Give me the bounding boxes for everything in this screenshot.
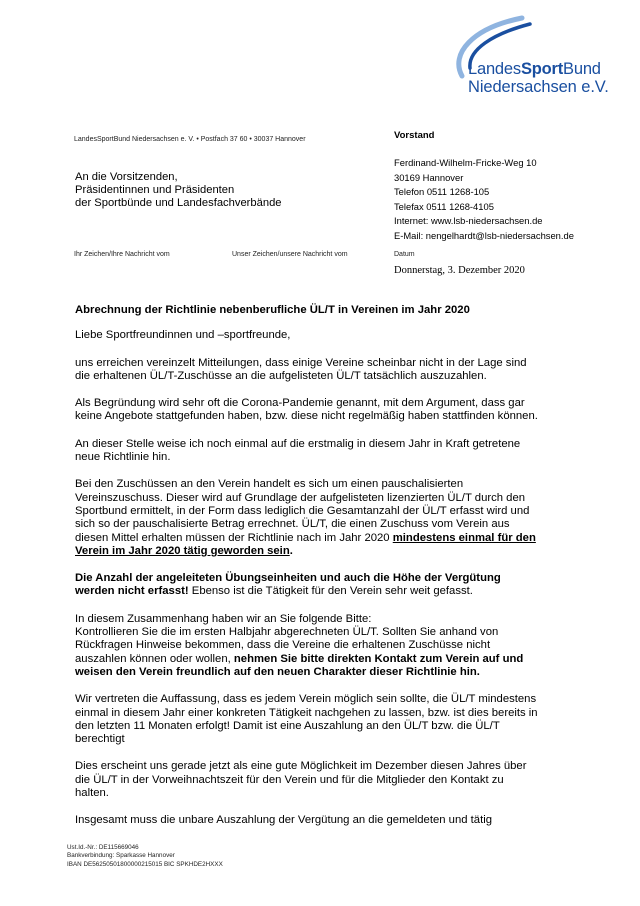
contact-street: Ferdinand-Wilhelm-Fricke-Weg 10	[394, 157, 537, 168]
letter-body	[75, 304, 575, 842]
vorstand-contact	[394, 156, 574, 243]
paragraph-2: Als Begründung wird sehr oft die Corona-Pandemie genannt, mit dem Argument, dass gar keine Angebote stattgefunden haben, bzw. diese nicht regelmäßig haben stattfinden können.	[75, 397, 538, 423]
paragraph-5: Die Anzahl der angeleiteten Übungseinheiten und auch die Höhe der Vergütung werden nicht erfasst! Ebenso ist die Tätigkeit für den Verein sehr weit gefasst.	[75, 572, 501, 598]
datum-value: Donnerstag, 3. Dezember 2020	[394, 265, 525, 276]
footer-ustid: Ust.Id.-Nr.: DE115669046	[67, 844, 139, 851]
contact-fax: Telefax 0511 1268-4105	[394, 200, 494, 212]
recipient-line: Präsidentinnen und Präsidenten	[75, 184, 235, 196]
contact-internet: Internet: www.lsb-niedersachsen.de	[394, 215, 543, 226]
contact-phone: Telefon 0511 1268-105	[394, 186, 490, 197]
letter-greeting: Liebe Sportfreundinnen und –sportfreunde,	[75, 329, 291, 342]
vorstand-heading: Vorstand	[394, 130, 435, 141]
datum-label: Datum	[394, 251, 415, 258]
highlight-text: Verein im Jahr 2020 tätig geworden sein	[75, 544, 290, 557]
logo-line-1: LandesSportBund	[468, 60, 601, 78]
paragraph-4: Bei den Zuschüssen an den Verein handelt es sich um einen pauschalisierten Vereinszuschuss. Dieser wird auf Grundlage der aufgelisteten lizenzierten ÜL/T durch den Sportbund ermittelt, in der Form dass lediglich die Gesamtanzahl der ÜL/T erfasst wird und sich so der pauschalisierte Betrag errechnet. ÜL/T, die einen Zuschuss vom Verein aus diesen Mittel erhalten müssen der Richtlinie nach im Jahr 2020 mindestens einmal für den Verein im Jahr 2020 tätig geworden sein.	[75, 478, 536, 557]
recipient-line: der Sportbünde und Landesfachverbände	[75, 197, 282, 209]
paragraph-6: In diesem Zusammenhang haben wir an Sie folgende Bitte: Kontrollieren Sie die im ersten Halbjahr abgerechneten ÜL/T. Sollten Sie anhand von Rückfragen Hinweise bekommen, dass die Vereine die erhaltenen Zuschüsse nicht auszahlen können oder wollen, nehmen Sie bitte direkten Kontakt zum Verein auf und weisen den Verein freundlich auf den neuen Charakter dieser Richtlinie hin.	[75, 612, 524, 678]
ihr-zeichen-label: Ihr Zeichen/Ihre Nachricht vom	[74, 251, 170, 258]
lsb-logo	[432, 14, 632, 104]
paragraph-1: uns erreichen vereinzelt Mitteilungen, dass einige Vereine scheinbar nicht in der Lage sind die erhaltenen ÜL/T-Zuschüsse an die aufgelisteten ÜL/T tatsächlich auszuzahlen.	[75, 356, 527, 382]
unser-zeichen-label: Unser Zeichen/unsere Nachricht vom	[232, 251, 348, 258]
footer-iban: IBAN DE56250501800000215015 BIC SPKHDE2HXXX	[67, 860, 223, 868]
paragraph-8: Dies erscheint uns gerade jetzt als eine gute Möglichkeit im Dezember diesen Jahres über die ÜL/T in der Vorweihnachtszeit für den Verein und für die Mitglieder den Kontakt zu halten.	[75, 760, 527, 800]
sender-line: LandesSportBund Niedersachsen e. V. • Postfach 37 60 • 30037 Hannover	[74, 136, 306, 143]
paragraph-3: An dieser Stelle weise ich noch einmal auf die erstmalig in diesem Jahr in Kraft getretene neue Richtlinie hin.	[75, 437, 521, 464]
logo-line-2: Niedersachsen e.V.	[468, 78, 609, 96]
footer-bank: Bankverbindung: Sparkasse Hannover	[67, 852, 175, 860]
letter-footer	[67, 844, 223, 869]
contact-city: 30169 Hannover	[394, 171, 464, 183]
recipient-line: An die Vorsitzenden,	[75, 171, 178, 183]
letter-subject: Abrechnung der Richtlinie nebenberufliche ÜL/T in Vereinen im Jahr 2020	[75, 304, 470, 316]
contact-email: E-Mail: nengelhardt@lsb-niedersachsen.de	[394, 229, 574, 241]
paragraph-7: Wir vertreten die Auffassung, dass es jedem Verein möglich sein sollte, die ÜL/T mindestens einmal in diesem Jahr einer konkreten Tätigkeit nachgehen zu lassen, bzw. ist dies bereits in den letzten 11 Monaten erfolgt! Damit ist eine Auszahlung an den ÜL/T bzw. die ÜL/T berechtigt	[75, 693, 538, 746]
highlight-text: mindestens einmal für den	[392, 531, 536, 544]
paragraph-9: Insgesamt muss die unbare Auszahlung der Vergütung an die gemeldeten und tätig	[75, 814, 493, 827]
recipient-address	[75, 171, 282, 210]
